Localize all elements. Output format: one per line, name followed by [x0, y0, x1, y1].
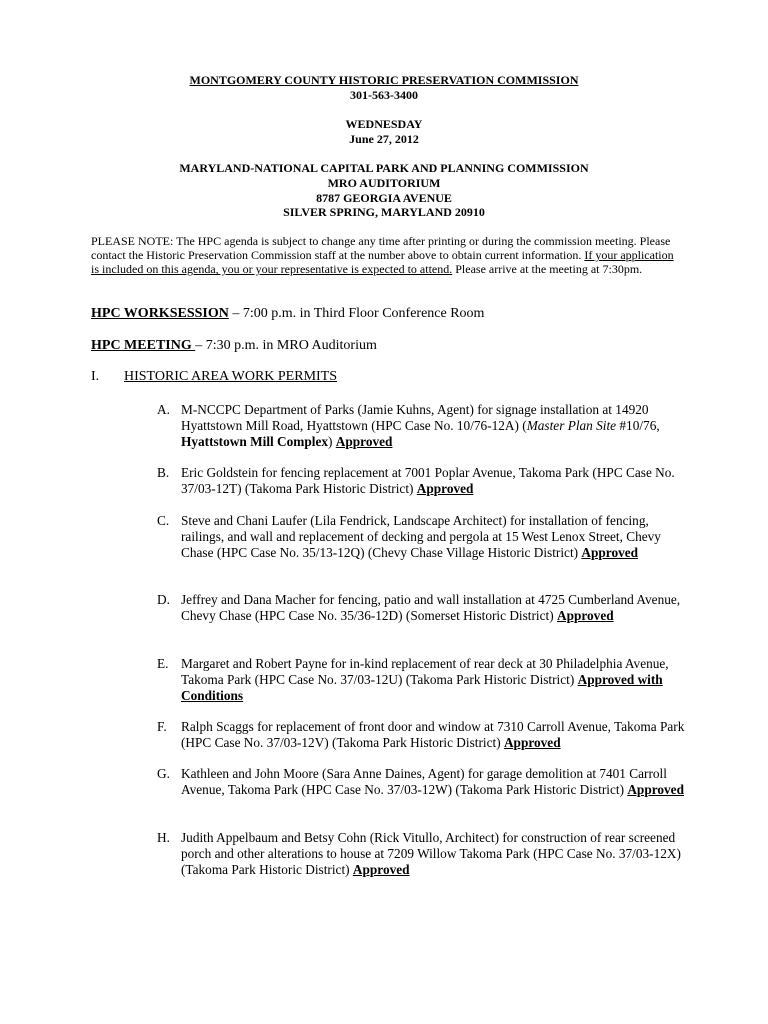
item-status: Approved: [503, 735, 561, 750]
meeting-label: HPC MEETING: [91, 338, 196, 353]
item-body: [181, 830, 691, 878]
item-text: Jeffrey and Dana Macher for fencing, patio and wall installation at 4725 Cumberland Avenue, Chevy Chase (HPC Case No. 35/36-12D) (Somerset Historic District): [181, 592, 681, 623]
worksession-detail: – 7:00 p.m. in Third Floor Conference Room: [228, 306, 485, 321]
agenda-note: [91, 234, 681, 277]
item-status: Approved: [416, 481, 474, 496]
item-text: Margaret and Robert Payne for in-kind replacement of rear deck at 30 Philadelphia Avenue, Takoma Park (HPC Case No. 37/03-12U) (Takoma Park Historic District): [181, 656, 669, 687]
item-status: Approved: [581, 545, 639, 560]
item-text: M-NCCPC Department of Parks (Jamie Kuhns, Agent) for signage installation at 14920 Hyattstown Mill Road, Hyattstown (HPC Case No. 10/76-12A) (: [181, 402, 649, 433]
note-arrival-text: Please arrive at the meeting at 7:30pm.: [452, 262, 643, 277]
item-body: [181, 402, 691, 450]
item-body: [181, 513, 691, 561]
item-status: Approved: [352, 862, 410, 877]
item-letter: D.: [157, 592, 170, 607]
item-body: [181, 656, 691, 704]
item-letter: C.: [157, 513, 170, 528]
note-text: PLEASE NOTE: The HPC agenda is subject to change any time after printing or during the commission meeting. Please contact the Historic Preservation Commission staff at the number above to obtain current information.: [91, 234, 671, 263]
item-status: Approved: [627, 782, 684, 797]
venue-organization: MARYLAND-NATIONAL CAPITAL PARK AND PLANNING COMMISSION: [179, 161, 589, 176]
item-text: Kathleen and John Moore (Sara Anne Daines, Agent) for garage demolition at 7401 Carroll Avenue, Takoma Park (HPC Case No. 37/03-12W) (Takoma Park Historic District): [181, 766, 667, 797]
item-text: Steve and Chani Laufer (Lila Fendrick, Landscape Architect) for installation of fencing, railings, and wall and replacement of decking and pergola at 15 West Lenox Street, Chevy Chase (HPC Case No. 35/13-12Q) (Chevy Chase Village Historic District): [181, 513, 661, 560]
item-letter: F.: [157, 719, 167, 734]
section-number: I.: [91, 369, 100, 384]
item-text: Ralph Scaggs for replacement of front door and window at 7310 Carroll Avenue, Takoma Park (HPC Case No. 37/03-12V) (Takoma Park Historic District): [181, 719, 685, 750]
item-status: Approved: [556, 608, 614, 623]
item-site-name: Hyattstown Mill Complex: [181, 434, 328, 449]
item-italic-text: Master Plan Site: [526, 418, 617, 433]
meeting-detail: – 7:30 p.m. in MRO Auditorium: [195, 338, 377, 353]
agenda-header: [0, 73, 768, 220]
section-title: HISTORIC AREA WORK PERMITS: [124, 369, 338, 384]
commission-name: MONTGOMERY COUNTY HISTORIC PRESERVATION COMMISSION: [189, 73, 579, 87]
item-letter: G.: [157, 766, 170, 781]
item-text: Eric Goldstein for fencing replacement at 7001 Poplar Avenue, Takoma Park (HPC Case No. 37/03-12T) (Takoma Park Historic District): [181, 465, 675, 496]
item-text-3: ): [328, 434, 336, 449]
item-letter: A.: [157, 402, 170, 417]
item-body: [181, 719, 691, 751]
note-attendance-text: If your application is included on this agenda, you or your representative is expected to attend.: [91, 248, 674, 277]
item-status: Approved: [335, 434, 393, 449]
item-text-2: #10/76,: [616, 418, 660, 433]
venue-street: 8787 GEORGIA AVENUE: [316, 190, 452, 205]
item-letter: H.: [157, 830, 170, 845]
venue-city: SILVER SPRING, MARYLAND 20910: [283, 205, 485, 220]
worksession-line: [91, 306, 484, 322]
meeting-day: WEDNESDAY: [345, 117, 423, 132]
commission-phone: 301-563-3400: [350, 87, 418, 102]
item-text: Judith Appelbaum and Betsy Cohn (Rick Vitullo, Architect) for construction of rear screened porch and other alterations to house at 7209 Willow Takoma Park (HPC Case No. 37/03-12X) (Takoma Park Historic District): [181, 830, 681, 877]
item-letter: E.: [157, 656, 169, 671]
item-body: [181, 592, 691, 624]
worksession-label: HPC WORKSESSION: [91, 306, 229, 321]
meeting-date: June 27, 2012: [349, 131, 419, 146]
item-body: [181, 766, 691, 798]
item-status: Approved with Conditions: [181, 672, 663, 703]
item-letter: B.: [157, 465, 170, 480]
item-body: [181, 465, 691, 497]
venue-room: MRO AUDITORIUM: [327, 175, 441, 190]
meeting-line: [91, 338, 377, 354]
